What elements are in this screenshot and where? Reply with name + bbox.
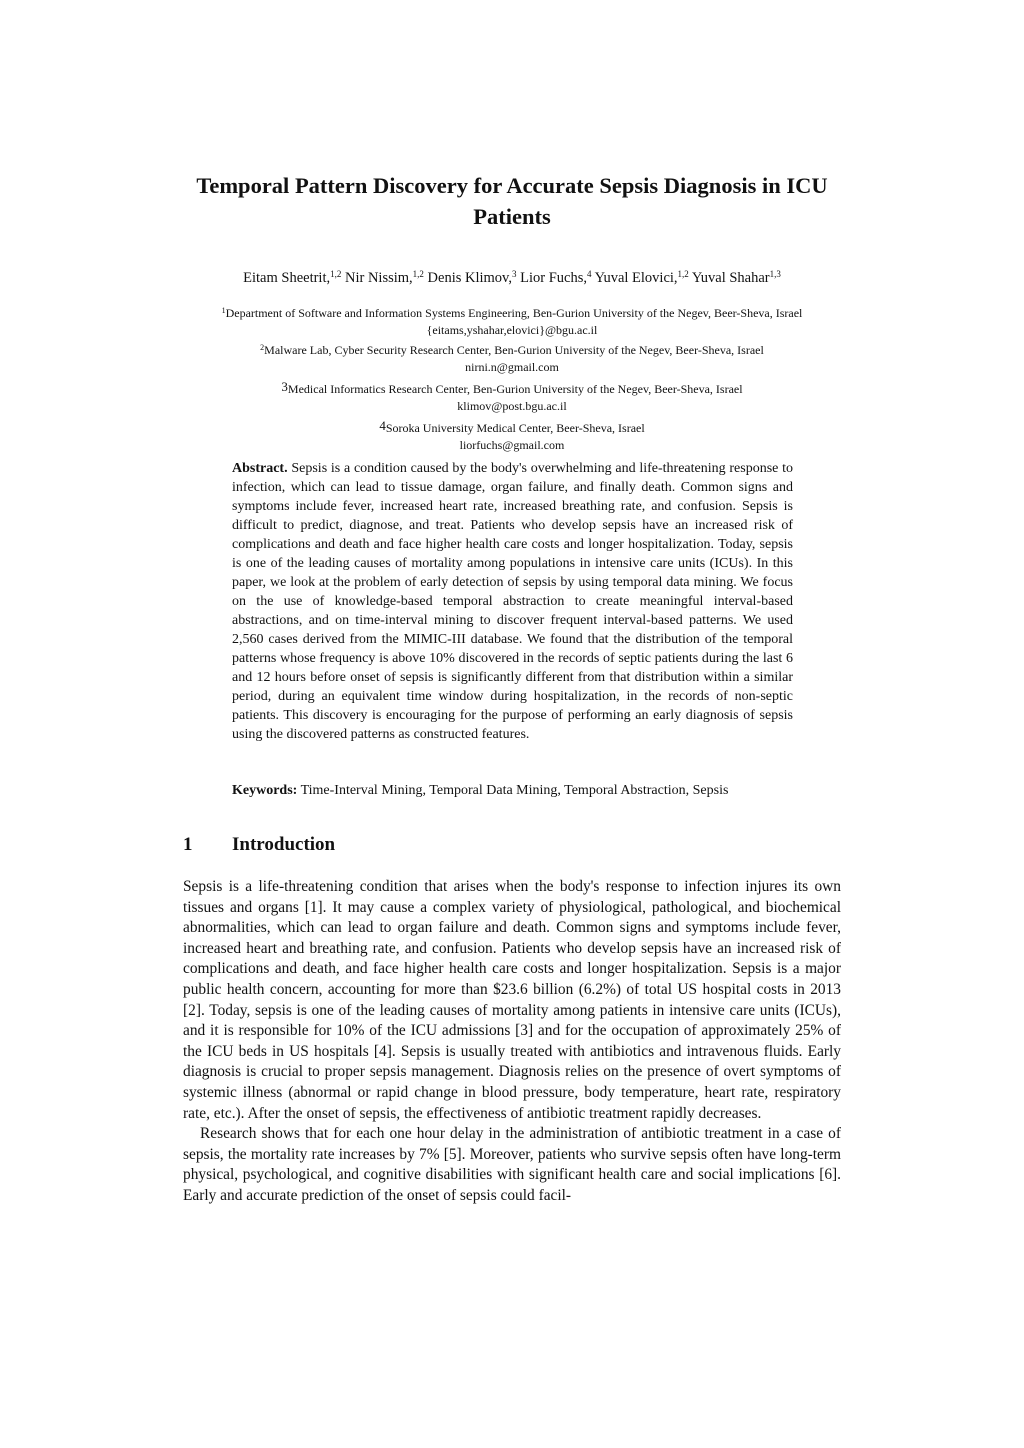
paper-title: Temporal Pattern Discovery for Accurate Sepsis Diagnosis in ICU Patients [196, 173, 828, 229]
affiliation-email: liorfuchs@gmail.com [459, 437, 565, 452]
keywords [232, 781, 812, 800]
paragraph: Sepsis is a life-threatening condition that arises when the body's response to infection injures its own tissues and organs [1]. It may cause a complex variety of physiological, pathological, and biochemical abnormalities, which can lead to organ failure and death. Common signs and symptoms include fever, increased heart and breathing rate, and confusion. Patients who develop sepsis have an increased risk of complications and death, and face higher health care costs and longer hospitalization. Sepsis is a major public health concern, accounting for more than $23.6 billion (6.2%) of total US hospital costs in 2013 [2]. Today, sepsis is one of the leading causes of mortality among patients in intensive care units (ICUs), and it is responsible for 10% of the ICU admissions [3] and for the occupation of approximately 25% of the ICU beds in US hospitals [4]. Sepsis is usually treated with antibiotics and intravenous fluids. Early diagnosis is crucial to proper sepsis management. Diagnosis relies on the presence of overt symptoms of systemic illness (abnormal or rapid change in blood pressure, body temperature, heart rate, respiratory rate, etc.). After the onset of sepsis, the effectiveness of antibiotic treatment rapidly decreases. [183, 878, 841, 1122]
affiliation-email: nirni.n@gmail.com [465, 359, 559, 374]
section-body [183, 877, 841, 1207]
affiliation: 3Medical Informatics Research Center, Ben-Gurion University of the Negev, Beer-Sheva, Israel klimov@post.bgu.ac.il [150, 379, 874, 414]
author: Yuval Shahar$^{1,3}$ [691, 269, 781, 286]
paragraph: Research shows that for each one hour delay in the administration of antibiotic treatment in a case of sepsis, the mortality rate increases by 7% [5]. Moreover, patients who survive sepsis often have long-term physical, psychological, and cognitive disabilities with significant health care and social implications [6]. Early and accurate prediction of the onset of sepsis could facil- [183, 1125, 841, 1204]
author: Yuval Elovici,$^{1,2}$ [594, 269, 689, 286]
affiliation: 4Soroka University Medical Center, Beer-Sheva, Israel liorfuchs@gmail.com [150, 418, 874, 453]
keywords-label: Keywords: [232, 783, 298, 798]
section-title: Introduction [232, 834, 336, 855]
affiliation-email: klimov@post.bgu.ac.il [457, 398, 567, 413]
author: Eitam Sheetrit,$^{1,2}$ [243, 269, 342, 286]
affiliation: $^2$Malware Lab, Cyber Security Research Center, Ben-Gurion University of the Negev, Beer-Sheva, Israel nirni.n@gmail.com [150, 342, 874, 375]
author: Lior Fuchs,$^4$ [520, 269, 592, 286]
section-heading [183, 832, 583, 858]
author-list [120, 268, 904, 288]
keywords-text: Time-Interval Mining, Temporal Data Mining, Temporal Abstraction, Sepsis [300, 783, 729, 798]
abstract-text: Sepsis is a condition caused by the body's overwhelming and life-threatening response to infection, which can lead to tissue damage, organ failure, and finally death. Common signs and symptoms include fever, increased heart rate, increased breathing rate, and confusion. Sepsis is difficult to predict, diagnose, and treat. Patients who develop sepsis have an increased risk of complications and death and face higher health care costs and longer hospitalization. Today, sepsis is one of the leading causes of mortality among populations in intensive care units (ICUs). In this paper, we look at the problem of early detection of sepsis by using temporal data mining. We focus on the use of knowledge-based temporal abstraction to create meaningful interval-based abstractions, and on time-interval mining to discover frequent interval-based patterns. We used 2,560 cases derived from the MIMIC-III database. We found that the distribution of the temporal patterns whose frequency is above 10% discovered in the records of septic patients during the last 6 and 12 hours before onset of sepsis is significantly different from that distribution within a similar period, during an equivalent time window during hospitalization, in the records of non-septic patients. This discovery is encouraging for the purpose of performing an early diagnosis of sepsis using the discovered patterns as constructed features. [232, 461, 793, 742]
section-number: 1 [183, 834, 193, 855]
affiliation-list [150, 305, 874, 457]
affiliation: $^1$Department of Software and Information Systems Engineering, Ben-Gurion University of the Negev, Beer-Sheva, Israel {eitams,yshahar,elovici}@bgu.ac.il [150, 305, 874, 338]
author: Nir Nissim,$^{1,2}$ [345, 269, 424, 286]
abstract [232, 459, 793, 744]
abstract-label: Abstract. [232, 461, 288, 476]
affiliation-email: {eitams,yshahar,elovici}@bgu.ac.il [426, 322, 598, 337]
author: Denis Klimov,$^3$ [427, 269, 517, 286]
